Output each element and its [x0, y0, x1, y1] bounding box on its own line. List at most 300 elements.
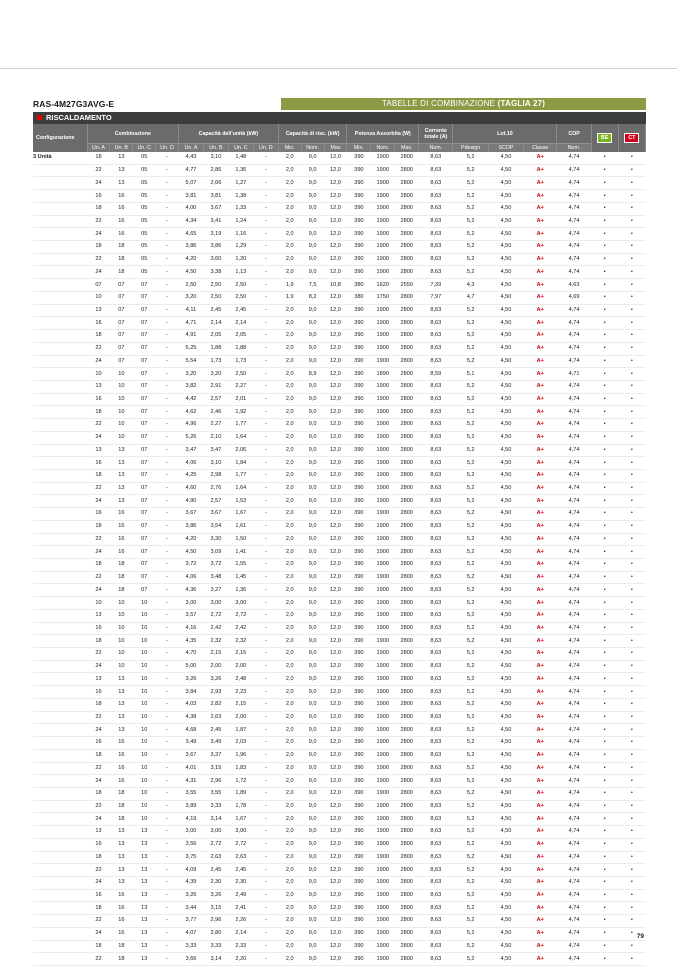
- table-cell: 13: [110, 711, 133, 724]
- table-cell: 4,50: [488, 635, 523, 648]
- table-cell: 4,74: [557, 660, 591, 673]
- table-cell: 3,15: [203, 762, 228, 775]
- table-cell: 2,00: [228, 711, 253, 724]
- table-cell: 3,49: [203, 737, 228, 750]
- table-row: [33, 266, 646, 279]
- table-cell: 9,0: [301, 775, 324, 788]
- combination-table: [33, 124, 646, 966]
- table-cell: 2,50: [179, 279, 204, 292]
- configuration-cell: [33, 660, 87, 673]
- table-cell: 2800: [395, 762, 419, 775]
- table-cell: 18: [87, 851, 110, 864]
- table-cell: •: [591, 177, 618, 190]
- table-cell: 10: [133, 648, 156, 661]
- table-cell: 3,55: [203, 787, 228, 800]
- table-cell: 1900: [371, 177, 395, 190]
- table-cell: 12,0: [324, 177, 347, 190]
- table-cell: 2,45: [203, 724, 228, 737]
- table-cell: 1,89: [228, 787, 253, 800]
- table-cell: 1,67: [228, 813, 253, 826]
- table-cell: 1,96: [228, 749, 253, 762]
- table-cell: 16: [87, 889, 110, 902]
- table-cell: •: [591, 457, 618, 470]
- section-title: RISCALDAMENTO: [46, 113, 112, 122]
- table-cell: 4,74: [557, 571, 591, 584]
- table-cell: 4,50: [488, 330, 523, 343]
- table-cell: •: [591, 508, 618, 521]
- energy-class-cell: A+: [524, 571, 557, 584]
- table-cell: 5,2: [453, 927, 488, 940]
- table-cell: 10: [110, 406, 133, 419]
- table-cell: •: [591, 202, 618, 215]
- table-cell: 3,81: [179, 190, 204, 203]
- table-cell: 3,26: [203, 889, 228, 902]
- table-cell: 10: [110, 635, 133, 648]
- table-cell: -: [253, 533, 278, 546]
- table-cell: 390: [347, 393, 371, 406]
- table-cell: 3,48: [203, 571, 228, 584]
- table-cell: 3,44: [179, 902, 204, 915]
- table-cell: 4,34: [179, 215, 204, 228]
- table-cell: 24: [87, 495, 110, 508]
- header-ct: [618, 124, 645, 152]
- table-cell: 4,74: [557, 622, 591, 635]
- table-row: [33, 851, 646, 864]
- table-row: [33, 635, 646, 648]
- table-cell: 4,50: [488, 279, 523, 292]
- table-cell: -: [156, 533, 179, 546]
- table-cell: 24: [87, 177, 110, 190]
- table-cell: 4,50: [488, 380, 523, 393]
- table-cell: 4,74: [557, 762, 591, 775]
- table-cell: 8,63: [419, 724, 453, 737]
- table-cell: -: [156, 673, 179, 686]
- table-cell: 16: [110, 927, 133, 940]
- table-cell: 2,0: [278, 520, 301, 533]
- table-cell: 4,50: [488, 597, 523, 610]
- table-cell: •: [618, 406, 645, 419]
- table-cell: 12,0: [324, 698, 347, 711]
- table-cell: 22: [87, 915, 110, 928]
- table-cell: 4,06: [179, 571, 204, 584]
- table-cell: 05: [133, 241, 156, 254]
- table-cell: •: [591, 330, 618, 343]
- table-cell: •: [618, 164, 645, 177]
- table-cell: 2800: [395, 826, 419, 839]
- table-cell: 1900: [371, 546, 395, 559]
- table-cell: 5,2: [453, 775, 488, 788]
- table-cell: 2,0: [278, 355, 301, 368]
- table-row: [33, 711, 646, 724]
- energy-class-cell: A+: [524, 291, 557, 304]
- table-cell: 8,63: [419, 953, 453, 966]
- table-cell: 2,0: [278, 622, 301, 635]
- table-cell: 4,74: [557, 787, 591, 800]
- configuration-cell: [33, 444, 87, 457]
- table-cell: 4,74: [557, 520, 591, 533]
- table-cell: •: [591, 368, 618, 381]
- table-cell: 2800: [395, 876, 419, 889]
- table-cell: •: [618, 711, 645, 724]
- table-row: [33, 533, 646, 546]
- table-cell: 8,63: [419, 889, 453, 902]
- table-cell: 1900: [371, 737, 395, 750]
- configuration-cell: [33, 889, 87, 902]
- table-cell: 9,0: [301, 342, 324, 355]
- table-row: [33, 164, 646, 177]
- table-cell: 8,63: [419, 520, 453, 533]
- table-cell: 3,20: [203, 368, 228, 381]
- table-cell: 1900: [371, 342, 395, 355]
- table-cell: 390: [347, 597, 371, 610]
- table-cell: 2,42: [228, 622, 253, 635]
- table-row: [33, 749, 646, 762]
- table-cell: 16: [110, 546, 133, 559]
- table-cell: 1,64: [228, 431, 253, 444]
- table-cell: 4,63: [557, 279, 591, 292]
- table-cell: 4,50: [488, 508, 523, 521]
- table-cell: -: [253, 228, 278, 241]
- table-cell: 4,74: [557, 609, 591, 622]
- table-cell: 13: [133, 927, 156, 940]
- table-cell: 9,0: [301, 622, 324, 635]
- subheader-cell: Un. D: [156, 144, 179, 153]
- table-cell: 8,63: [419, 355, 453, 368]
- table-cell: -: [156, 775, 179, 788]
- table-cell: -: [253, 546, 278, 559]
- table-cell: 1,16: [228, 228, 253, 241]
- table-cell: •: [591, 291, 618, 304]
- header-row-1: [33, 124, 646, 144]
- table-cell: 2800: [395, 889, 419, 902]
- table-cell: 4,74: [557, 876, 591, 889]
- subheader-cell: Classe: [524, 144, 557, 153]
- table-cell: •: [591, 711, 618, 724]
- table-cell: 4,50: [488, 444, 523, 457]
- table-cell: 12,0: [324, 889, 347, 902]
- configuration-cell: [33, 876, 87, 889]
- table-cell: 2,0: [278, 686, 301, 699]
- table-cell: 4,50: [488, 533, 523, 546]
- table-cell: 12,0: [324, 648, 347, 661]
- table-cell: 390: [347, 190, 371, 203]
- table-row: [33, 660, 646, 673]
- table-cell: •: [591, 406, 618, 419]
- configuration-cell: [33, 469, 87, 482]
- table-cell: 10: [133, 711, 156, 724]
- table-row: [33, 380, 646, 393]
- energy-class-cell: A+: [524, 228, 557, 241]
- energy-class-cell: A+: [524, 660, 557, 673]
- table-cell: 1,73: [203, 355, 228, 368]
- energy-class-cell: A+: [524, 673, 557, 686]
- table-cell: 9,0: [301, 444, 324, 457]
- table-cell: •: [618, 380, 645, 393]
- table-cell: 2,0: [278, 380, 301, 393]
- table-cell: 3,33: [179, 940, 204, 953]
- table-cell: 9,0: [301, 393, 324, 406]
- table-cell: 13: [110, 177, 133, 190]
- table-cell: 12,0: [324, 457, 347, 470]
- table-cell: 2,10: [203, 431, 228, 444]
- table-cell: 9,0: [301, 787, 324, 800]
- table-cell: 8,63: [419, 152, 453, 164]
- table-cell: 12,0: [324, 406, 347, 419]
- table-cell: 13: [87, 673, 110, 686]
- table-cell: 2,0: [278, 241, 301, 254]
- table-cell: -: [253, 177, 278, 190]
- table-cell: 9,0: [301, 355, 324, 368]
- table-cell: 07: [133, 457, 156, 470]
- table-cell: 18: [87, 330, 110, 343]
- table-cell: 390: [347, 202, 371, 215]
- table-cell: •: [618, 215, 645, 228]
- table-cell: -: [156, 876, 179, 889]
- energy-class-cell: A+: [524, 164, 557, 177]
- table-cell: 16: [110, 520, 133, 533]
- table-cell: 12,0: [324, 609, 347, 622]
- table-cell: •: [618, 457, 645, 470]
- table-cell: •: [618, 609, 645, 622]
- table-cell: -: [156, 648, 179, 661]
- table-cell: -: [156, 279, 179, 292]
- table-cell: 12,0: [324, 597, 347, 610]
- table-cell: 8,63: [419, 622, 453, 635]
- table-cell: 3,47: [203, 444, 228, 457]
- energy-class-cell: A+: [524, 749, 557, 762]
- table-cell: 9,0: [301, 889, 324, 902]
- table-cell: 13: [110, 876, 133, 889]
- energy-class-cell: A+: [524, 393, 557, 406]
- banner-size: (TAGLIA 27): [497, 99, 546, 108]
- table-cell: 9,0: [301, 737, 324, 750]
- table-cell: 4,74: [557, 533, 591, 546]
- table-cell: 2800: [395, 686, 419, 699]
- table-cell: -: [156, 380, 179, 393]
- table-cell: 4,74: [557, 508, 591, 521]
- table-cell: 2,0: [278, 215, 301, 228]
- table-cell: 2,14: [228, 927, 253, 940]
- table-cell: 4,50: [488, 902, 523, 915]
- table-cell: 5,07: [179, 177, 204, 190]
- table-cell: 390: [347, 431, 371, 444]
- table-cell: •: [618, 838, 645, 851]
- table-cell: 2,0: [278, 660, 301, 673]
- table-cell: 07: [133, 559, 156, 572]
- configuration-cell: [33, 546, 87, 559]
- table-cell: 2800: [395, 813, 419, 826]
- table-cell: 4,91: [179, 330, 204, 343]
- combination-tables-banner: [281, 98, 646, 110]
- table-cell: 07: [133, 279, 156, 292]
- table-cell: 4,74: [557, 724, 591, 737]
- table-cell: •: [618, 673, 645, 686]
- table-cell: 10: [87, 597, 110, 610]
- table-row: [33, 508, 646, 521]
- table-cell: 4,50: [488, 940, 523, 953]
- energy-class-cell: A+: [524, 940, 557, 953]
- table-cell: 9,0: [301, 635, 324, 648]
- table-cell: 390: [347, 787, 371, 800]
- configuration-cell: [33, 711, 87, 724]
- table-cell: 8,63: [419, 673, 453, 686]
- table-cell: 8,63: [419, 546, 453, 559]
- table-cell: •: [618, 291, 645, 304]
- table-cell: -: [156, 724, 179, 737]
- table-cell: -: [253, 800, 278, 813]
- table-cell: 22: [87, 864, 110, 877]
- table-cell: -: [156, 597, 179, 610]
- energy-class-cell: A+: [524, 495, 557, 508]
- table-cell: 10: [110, 609, 133, 622]
- table-cell: 1900: [371, 266, 395, 279]
- table-row: [33, 864, 646, 877]
- table-cell: -: [156, 622, 179, 635]
- table-cell: 9,0: [301, 724, 324, 737]
- table-cell: 2800: [395, 342, 419, 355]
- configuration-cell: [33, 253, 87, 266]
- table-cell: 12,0: [324, 317, 347, 330]
- table-cell: •: [618, 228, 645, 241]
- table-cell: •: [618, 698, 645, 711]
- table-cell: 10: [110, 393, 133, 406]
- table-cell: •: [618, 508, 645, 521]
- configuration-cell: [33, 775, 87, 788]
- table-cell: 9,0: [301, 660, 324, 673]
- table-cell: 10: [87, 291, 110, 304]
- table-cell: •: [618, 469, 645, 482]
- table-cell: 4,50: [488, 228, 523, 241]
- table-cell: -: [253, 520, 278, 533]
- table-cell: 9,0: [301, 457, 324, 470]
- banner-text: TABELLE DI COMBINAZIONE: [381, 99, 498, 108]
- table-cell: 3,09: [203, 546, 228, 559]
- table-cell: 4,74: [557, 800, 591, 813]
- table-cell: 2,0: [278, 711, 301, 724]
- table-cell: 2,76: [203, 482, 228, 495]
- table-cell: •: [618, 864, 645, 877]
- table-cell: 4,50: [488, 927, 523, 940]
- table-cell: 2,46: [203, 406, 228, 419]
- table-cell: 4,50: [488, 826, 523, 839]
- table-cell: 18: [87, 152, 110, 164]
- table-cell: 2,27: [228, 380, 253, 393]
- table-cell: 9,0: [301, 495, 324, 508]
- table-cell: 12,0: [324, 749, 347, 762]
- configuration-cell: [33, 508, 87, 521]
- energy-class-cell: A+: [524, 152, 557, 164]
- table-cell: 1900: [371, 559, 395, 572]
- table-cell: 12,0: [324, 673, 347, 686]
- table-row: [33, 876, 646, 889]
- table-cell: •: [591, 927, 618, 940]
- table-cell: 4,50: [488, 457, 523, 470]
- table-cell: 2,0: [278, 482, 301, 495]
- table-cell: 9,0: [301, 190, 324, 203]
- table-cell: 05: [133, 152, 156, 164]
- table-cell: 1900: [371, 431, 395, 444]
- table-cell: 18: [87, 406, 110, 419]
- table-cell: 5,2: [453, 609, 488, 622]
- table-cell: 22: [87, 800, 110, 813]
- table-cell: 5,2: [453, 686, 488, 699]
- table-cell: 9,0: [301, 762, 324, 775]
- table-cell: •: [591, 724, 618, 737]
- table-cell: 2,0: [278, 508, 301, 521]
- table-cell: 18: [87, 202, 110, 215]
- table-cell: 07: [133, 393, 156, 406]
- table-cell: 8,63: [419, 241, 453, 254]
- table-cell: 2,49: [228, 889, 253, 902]
- table-cell: 390: [347, 915, 371, 928]
- table-cell: 1900: [371, 584, 395, 597]
- table-cell: •: [618, 915, 645, 928]
- table-cell: -: [156, 253, 179, 266]
- table-cell: 4,74: [557, 597, 591, 610]
- table-cell: -: [253, 648, 278, 661]
- subheader-cell: SCOP: [488, 144, 523, 153]
- table-cell: 2800: [395, 737, 419, 750]
- table-cell: 10: [133, 775, 156, 788]
- table-cell: 16: [87, 190, 110, 203]
- table-cell: 5,2: [453, 546, 488, 559]
- table-cell: 12,0: [324, 355, 347, 368]
- table-cell: 3,57: [179, 609, 204, 622]
- table-cell: •: [591, 584, 618, 597]
- table-cell: 2,57: [203, 495, 228, 508]
- table-cell: 4,74: [557, 686, 591, 699]
- table-cell: -: [253, 597, 278, 610]
- table-cell: -: [156, 584, 179, 597]
- table-cell: 13: [133, 889, 156, 902]
- table-cell: 4,74: [557, 152, 591, 164]
- energy-class-cell: A+: [524, 444, 557, 457]
- table-cell: 9,0: [301, 813, 324, 826]
- table-cell: 2800: [395, 711, 419, 724]
- table-cell: 3,67: [203, 508, 228, 521]
- table-row: [33, 597, 646, 610]
- table-body: [33, 152, 646, 966]
- configuration-cell: [33, 864, 87, 877]
- table-cell: 5,2: [453, 253, 488, 266]
- energy-class-cell: A+: [524, 177, 557, 190]
- table-cell: 07: [110, 279, 133, 292]
- table-cell: 22: [87, 953, 110, 966]
- table-cell: 4,50: [488, 342, 523, 355]
- table-cell: •: [591, 482, 618, 495]
- table-cell: •: [591, 787, 618, 800]
- table-cell: 5,2: [453, 940, 488, 953]
- configuration-cell: [33, 584, 87, 597]
- table-row: [33, 342, 646, 355]
- configuration-cell: [33, 737, 87, 750]
- table-cell: 3,20: [179, 291, 204, 304]
- table-cell: 3,54: [203, 520, 228, 533]
- table-cell: 390: [347, 698, 371, 711]
- table-cell: 4,74: [557, 469, 591, 482]
- table-cell: 2800: [395, 749, 419, 762]
- ct-badge: CT: [624, 133, 639, 143]
- table-cell: 5,2: [453, 431, 488, 444]
- table-cell: 390: [347, 444, 371, 457]
- table-cell: -: [156, 660, 179, 673]
- configuration-cell: [33, 953, 87, 966]
- table-cell: 2,0: [278, 584, 301, 597]
- table-cell: 1900: [371, 889, 395, 902]
- energy-class-cell: A+: [524, 915, 557, 928]
- table-cell: 07: [133, 571, 156, 584]
- table-cell: 3,27: [203, 584, 228, 597]
